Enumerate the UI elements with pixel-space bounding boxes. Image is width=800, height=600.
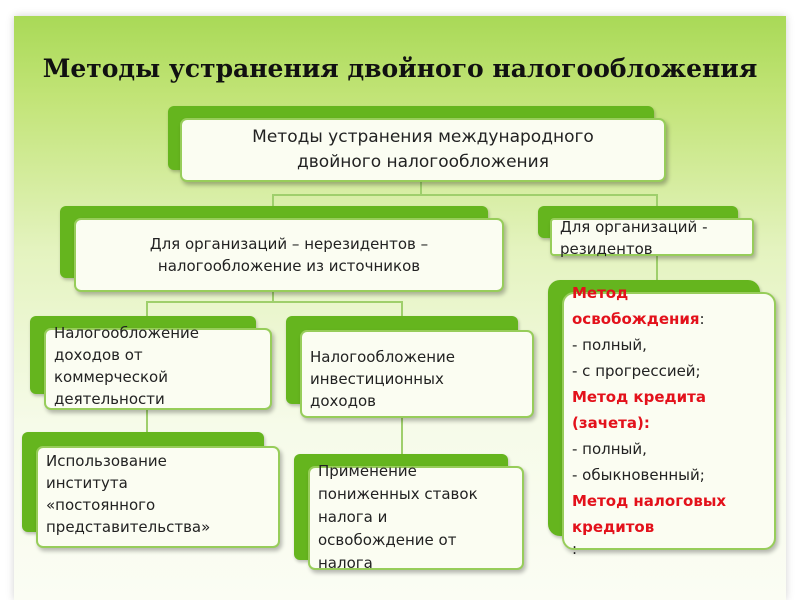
connector [272, 194, 657, 196]
permanent-line: Использование [46, 452, 167, 470]
nonresidents-node [74, 218, 504, 292]
investment-line: доходов [310, 392, 376, 410]
reduced-line: пониженных ставок [318, 485, 478, 503]
permanent-label [46, 450, 210, 538]
commercial-line: коммерческой [54, 368, 168, 386]
connector [146, 301, 402, 303]
residents-line: резидентов [560, 240, 653, 258]
investment-line: Налогообложение [310, 348, 456, 366]
connector [401, 416, 403, 456]
tax-credit-method-title: кредитов [572, 518, 655, 536]
exemption-method-title-line [572, 306, 726, 332]
slide-title: Методы устранения двойного налогообложения [42, 54, 758, 83]
root-node [180, 118, 666, 182]
reduced-line: освобождение от [318, 531, 457, 549]
colon: : [699, 310, 705, 328]
method-item: - полный, [572, 440, 647, 458]
reduced-line: налога [318, 554, 373, 572]
method-item: - полный, [572, 336, 647, 354]
commercial-label [54, 322, 199, 410]
credit-method-title: Метод кредита [572, 388, 706, 406]
method-item: - обыкновенный; [572, 466, 705, 484]
commercial-line: Налогообложение [54, 324, 200, 342]
commercial-line: деятельности [54, 390, 165, 408]
root-node-line: Методы устранения международного [252, 127, 594, 147]
tax-credit-method-title: Метод налоговых [572, 492, 727, 510]
connector [146, 301, 148, 317]
permanent-line: представительства» [46, 518, 211, 536]
investment-label [310, 346, 455, 412]
nonresidents-line: налогообложение из источников [157, 257, 421, 275]
exemption-method-title: освобождения [572, 310, 700, 328]
exemption-method-title: Метод [572, 284, 629, 302]
nonresidents-line: Для организаций – нерезидентов – [149, 235, 429, 253]
method-item: - с прогрессией; [572, 362, 701, 380]
connector [146, 410, 148, 434]
root-node-line: двойного налогообложения [297, 152, 549, 172]
reduced-label [318, 460, 478, 575]
investment-line: инвестиционных [310, 370, 444, 388]
reduced-line: налога и [318, 508, 388, 526]
final-colon: : [572, 540, 578, 558]
credit-method-title: (зачета): [572, 414, 650, 432]
permanent-line: «постоянного [46, 496, 156, 514]
connector [401, 301, 403, 317]
reduced-line: Применение [318, 462, 417, 480]
residents-label [560, 216, 707, 260]
methods-list [572, 280, 726, 558]
permanent-line: института [46, 474, 128, 492]
residents-line: Для организаций - [560, 218, 708, 236]
commercial-line: доходов от [54, 346, 143, 364]
